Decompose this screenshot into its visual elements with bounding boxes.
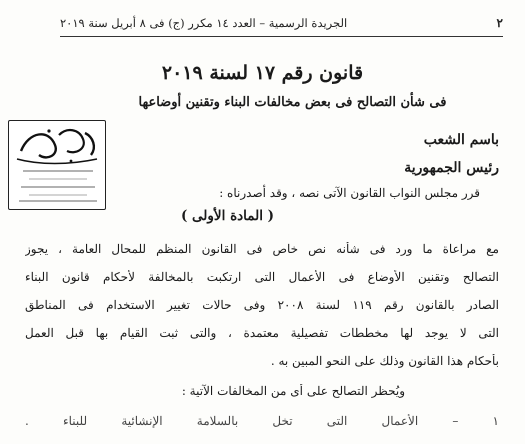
- law-title: قانون رقم ١٧ لسنة ٢٠١٩: [161, 62, 364, 84]
- in-name-of-people: باسم الشعب: [423, 132, 499, 148]
- paragraph-line: التصالح وتقنين الأوضاع فى الأعمال التى ارتكبت بالمخالفة لأحكام قانون البناء: [25, 270, 499, 284]
- paragraph-line: مع مراعاة ما ورد فى شأنه نص خاص فى القانون المنظم للمحال العامة ، يجوز: [25, 242, 499, 256]
- paragraph-line: ١ – الأعمال التى تخل بالسلامة الإنشائية للبناء .: [25, 414, 499, 428]
- page-header: [60, 10, 503, 37]
- decree-line: قرر مجلس النواب القانون الآتى نصه ، وقد أصدرناه :: [219, 186, 480, 200]
- lawyer-stamp: [8, 120, 106, 210]
- paragraph-line: التى لا يوجد لها مخططات تفصيلية معتمدة ، والتى ثبت القيام بها قبل العمل: [25, 326, 499, 340]
- paragraph-line: ويُحظر التصالح على أى من المخالفات الآتية :: [181, 384, 405, 398]
- law-subtitle: فى شأن التصالح فى بعض مخالفات البناء وتقنين أوضاعها: [138, 95, 447, 110]
- page-number: ٢: [496, 16, 503, 30]
- president-heading: رئيس الجمهورية: [404, 160, 499, 176]
- article-heading: ( المادة الأولى ): [180, 208, 275, 224]
- stamp-graphic: [9, 121, 105, 209]
- header-text: الجريدة الرسمية – العدد ١٤ مكرر (ج) فى ٨ أبريل سنة ٢٠١٩: [60, 16, 348, 30]
- paragraph-line: بأحكام هذا القانون وذلك على النحو المبين به .: [270, 354, 499, 368]
- paragraph-line: الصادر بالقانون رقم ١١٩ لسنة ٢٠٠٨ وفى حالات تغيير الاستخدام فى المناطق: [25, 298, 499, 312]
